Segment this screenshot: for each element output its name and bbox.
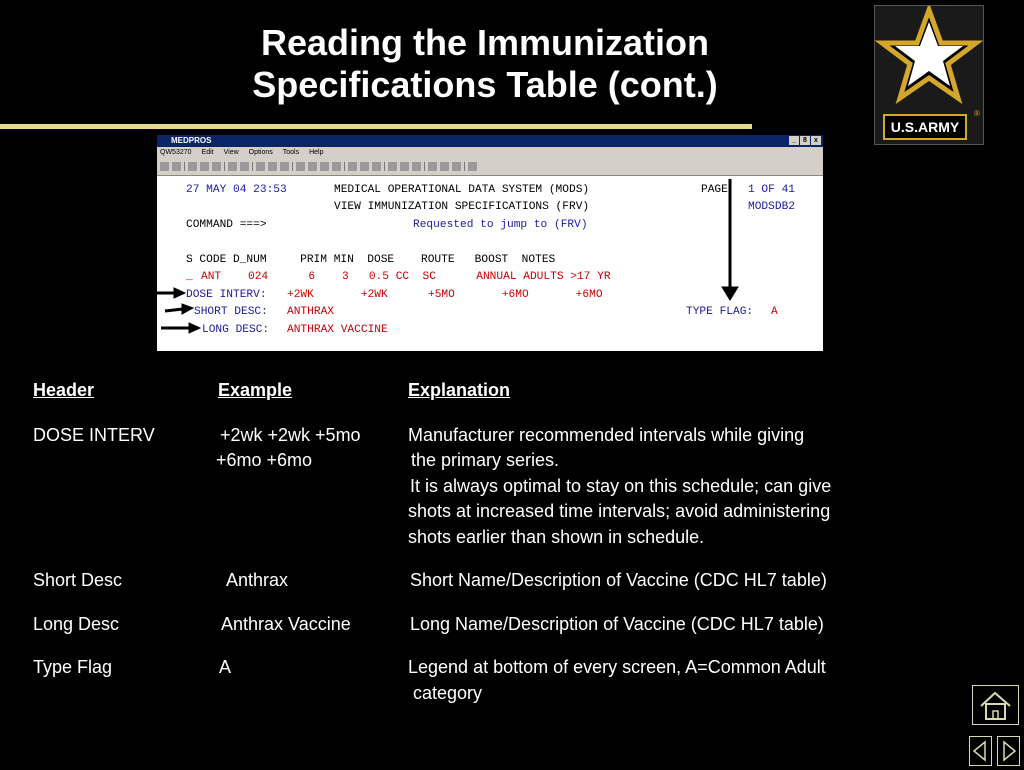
slide-title-line1: Reading the Immunization	[260, 22, 709, 63]
army-star-icon	[875, 6, 983, 110]
term-screen-title: VIEW IMMUNIZATION SPECIFICATIONS (FRV)	[334, 201, 590, 213]
term-type-label: TYPE FLAG:	[686, 306, 754, 318]
maximize-button[interactable]: 8	[800, 136, 810, 145]
row-dose-header: DOSE INTERV	[33, 425, 155, 445]
toolbar-icon[interactable]	[388, 162, 397, 171]
row-dose-expl-3: It is always optimal to stay on this schedule; can give	[410, 476, 832, 496]
window-menubar	[157, 147, 823, 158]
term-column-headers: S CODE D_NUM PRIM MIN DOSE ROUTE BOOST NOTES	[186, 254, 556, 266]
toolbar-separator	[292, 162, 293, 171]
row-dose-example-1: +2wk +2wk +5mo	[220, 425, 361, 445]
term-page-number: 1 OF 41	[748, 184, 795, 196]
menu-options[interactable]: Options	[248, 149, 273, 156]
menu-tools[interactable]: Tools	[282, 149, 300, 156]
next-icon	[998, 737, 1019, 765]
toolbar-icon[interactable]	[172, 162, 181, 171]
col-header-explanation: Explanation	[408, 380, 511, 400]
row-dose-expl-5: shots earlier than shown in schedule.	[408, 527, 705, 547]
type-flag-arrowhead	[722, 287, 738, 300]
next-button[interactable]	[997, 736, 1020, 766]
toolbar-icon[interactable]	[332, 162, 341, 171]
toolbar-icon[interactable]	[268, 162, 277, 171]
army-logo-text: U.S.ARMY	[883, 114, 967, 140]
row-short-header: Short Desc	[33, 570, 123, 590]
toolbar-separator	[384, 162, 385, 171]
row-dose-example-2: +6mo +6mo	[216, 450, 313, 470]
medpros-window	[157, 135, 823, 351]
term-datetime: 27 MAY 04 23:53	[186, 184, 287, 196]
term-db-name: MODSDB2	[748, 201, 795, 213]
row-dose-expl-4: shots at increased time intervals; avoid administering	[408, 501, 831, 521]
toolbar-icon[interactable]	[228, 162, 237, 171]
toolbar-icon[interactable]	[372, 162, 381, 171]
term-long-value: ANTHRAX VACCINE	[287, 324, 388, 336]
toolbar-icon[interactable]	[320, 162, 329, 171]
term-command-label: COMMAND ===>	[186, 219, 267, 231]
toolbar-icon[interactable]	[468, 162, 477, 171]
term-system-title: MEDICAL OPERATIONAL DATA SYSTEM (MODS)	[334, 184, 590, 196]
toolbar-icon[interactable]	[452, 162, 461, 171]
toolbar-separator	[224, 162, 225, 171]
window-titlebar	[157, 135, 823, 147]
army-logo	[874, 5, 984, 145]
term-short-label: SHORT DESC:	[194, 306, 268, 318]
term-data-row: ANT 024 6 3 0.5 CC SC ANNUAL ADULTS >17 YR	[201, 271, 611, 283]
toolbar-icon[interactable]	[212, 162, 221, 171]
toolbar-icon[interactable]	[412, 162, 421, 171]
title-divider	[0, 124, 752, 129]
slide-title	[150, 22, 820, 106]
slide-title-line2: Specifications Table (cont.)	[252, 64, 718, 105]
toolbar-icon[interactable]	[188, 162, 197, 171]
toolbar-icon[interactable]	[240, 162, 249, 171]
row-type-expl-1: Legend at bottom of every screen, A=Common Adult	[408, 657, 826, 677]
row-long-expl: Long Name/Description of Vaccine (CDC HL7 table)	[410, 614, 824, 634]
toolbar-icon[interactable]	[308, 162, 317, 171]
row-type-header: Type Flag	[33, 657, 113, 677]
row-type-expl-2: category	[408, 683, 483, 703]
terminal-screen[interactable]	[157, 179, 823, 351]
close-button[interactable]: x	[811, 136, 821, 145]
toolbar-icon[interactable]	[348, 162, 357, 171]
term-type-value: A	[771, 306, 778, 318]
toolbar-icon[interactable]	[160, 162, 169, 171]
toolbar-icon[interactable]	[296, 162, 305, 171]
term-dose-label: DOSE INTERV:	[186, 289, 267, 301]
toolbar-separator	[424, 162, 425, 171]
prev-button[interactable]	[969, 736, 992, 766]
dose-arrowhead	[174, 288, 185, 298]
home-icon	[973, 686, 1018, 724]
term-short-value: ANTHRAX	[287, 306, 334, 318]
toolbar-separator	[464, 162, 465, 171]
row-dose-expl-2: the primary series.	[406, 450, 560, 470]
menu-view[interactable]: View	[223, 149, 239, 156]
long-arrowhead	[189, 323, 200, 333]
row-long-header: Long Desc	[33, 614, 120, 634]
short-arrowhead	[182, 304, 193, 314]
toolbar-separator	[184, 162, 185, 171]
col-header-header: Header	[33, 380, 95, 400]
row-dose-expl-1: Manufacturer recommended intervals while giving	[408, 425, 805, 445]
row-short-example: Anthrax	[226, 570, 289, 590]
prev-icon	[970, 737, 991, 765]
toolbar-separator	[344, 162, 345, 171]
menu-help[interactable]: Help	[309, 149, 324, 156]
row-long-example: Anthrax Vaccine	[221, 614, 351, 634]
menu-edit[interactable]: Edit	[201, 149, 214, 156]
toolbar-icon[interactable]	[256, 162, 265, 171]
row-short-expl: Short Name/Description of Vaccine (CDC HL7 table)	[410, 570, 827, 590]
term-dose-values: +2WK +2WK +5MO +6MO +6MO	[287, 289, 603, 301]
toolbar-icon[interactable]	[360, 162, 369, 171]
minimize-button[interactable]: _	[789, 136, 799, 145]
term-select-field[interactable]: _	[186, 271, 193, 283]
term-long-label: LONG DESC:	[202, 324, 270, 336]
toolbar-icon[interactable]	[400, 162, 409, 171]
window-toolbar	[157, 158, 823, 176]
row-type-example: A	[219, 657, 232, 677]
toolbar-icon[interactable]	[428, 162, 437, 171]
window-title: MEDPROS	[171, 136, 212, 145]
term-page-label: PAGE	[701, 184, 728, 196]
toolbar-icon[interactable]	[440, 162, 449, 171]
annotation-arrows	[157, 179, 823, 351]
term-message: Requested to jump to (FRV)	[413, 219, 588, 231]
registered-mark: ®	[974, 109, 980, 118]
col-header-example: Example	[218, 380, 293, 400]
menu-session[interactable]: QW53270	[160, 149, 192, 156]
toolbar-icon[interactable]	[200, 162, 209, 171]
toolbar-icon[interactable]	[280, 162, 289, 171]
home-button[interactable]	[972, 685, 1019, 725]
toolbar-separator	[252, 162, 253, 171]
short-arrow	[165, 309, 183, 311]
